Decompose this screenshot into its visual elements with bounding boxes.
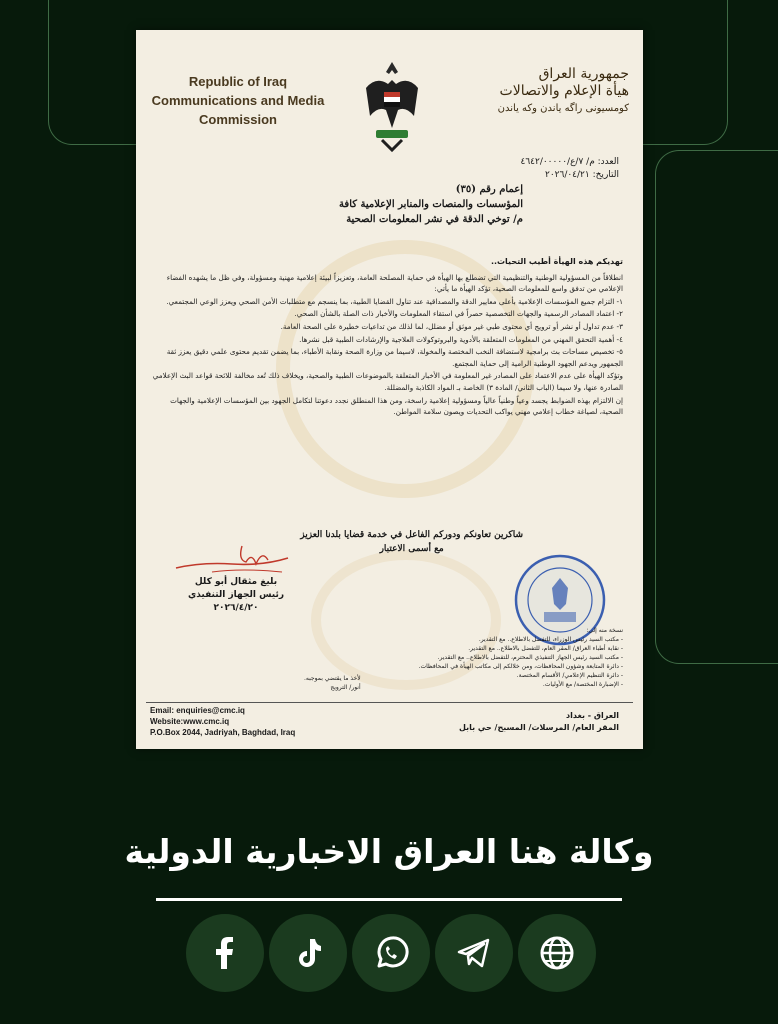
body-item-5: ٥- تخصيص مساحات بث برامجية لاستضافة النخب المختصة والمخولة، لاسيما من وزارة الصحة ونقابة الأطباء، بما يضمن تقديم محتوى علمي دقيق يعزز ثقة الجمهور ويدعم الجهود الوطنية الرامية إلى حماية المجتمع. [166, 347, 623, 368]
letterhead-en-line3: Commission [198, 112, 277, 127]
whatsapp-icon [371, 933, 411, 973]
body-item-3: ٣- عدم تداول أو نشر أو ترويج أي محتوى طبي غير موثق أو مضلل، لما لذلك من تداعيات خطيرة على الصحة العامة. [280, 321, 623, 331]
cc-item: - دائرة المتابعة وشؤون المحافظات، ومن خلالكم إلى مكاتب الهيأة في المحافظات. [418, 663, 623, 670]
cc-item: - مكتب السيد رئيس الجهاز التنفيذي المحترم، للتفضل بالاطلاع.. مع التقدير. [437, 654, 623, 661]
telegram-icon [454, 933, 494, 973]
closing [300, 528, 523, 556]
globe-link[interactable] [518, 914, 596, 992]
cc-note-block [304, 674, 361, 692]
footer-english [150, 705, 295, 738]
letterhead-english [148, 72, 328, 129]
globe-icon [537, 933, 577, 973]
footer-website: Website:www.cmc.iq [150, 717, 230, 726]
document-body [148, 256, 623, 419]
tiktok-icon [288, 933, 328, 973]
document-image [136, 30, 643, 749]
letterhead-en-line1: Republic of Iraq [188, 74, 288, 89]
decorative-frame-right [655, 150, 778, 664]
cc-item: - نقابة أطباء العراق/ المقر العام، للتفضل بالاطلاع.. مع التقدير. [468, 645, 623, 652]
letterhead-ar-line1: جمهورية العراق [538, 66, 629, 82]
body-paragraph-3: إن الالتزام بهذه الضوابط يجسد وعياً وطنياً عالياً ومسؤولية إعلامية راسخة، ومن هذا المنطلق نجدد دعوتنا لتكامل الجهود بين المؤسسات الإعلامية والجهات الصحية، لصياغة خطاب إعلامي مهني يواكب التحديات ويصون سلامة المواطن. [170, 395, 623, 417]
cc-heading: نسخة منه إلى: [586, 627, 623, 634]
body-intro: انطلاقاً من المسؤولية الوطنية والتنظيمية التي تضطلع بها الهيأة في حماية المصلحة العامة، وتعزيزاً لبيئة إعلامية مهنية ومسؤولة، وفي ظل ما يشهده الفضاء الإعلامي من تدفق واسع للمعلومات الصحية، تؤكد الهيأة ما يأتي: [166, 272, 623, 294]
footer-ar-line1: العراق - بغداد [565, 711, 619, 720]
letterhead-arabic [449, 66, 629, 117]
tiktok-link[interactable] [269, 914, 347, 992]
letterhead-ar-line3: كومسيونى راگه ياندن وكه ياندن [497, 103, 629, 114]
closing-line2: مع أسمى الاعتبار [379, 544, 444, 554]
footer-ar-line2: المقر العام/ المرسلات/ المسبح/ حي بابل [458, 723, 619, 732]
body-item-1: ١- التزام جميع المؤسسات الإعلامية بأعلى معايير الدقة والمصداقية عند تناول القضايا الطبية، بما ينسجم مع متطلبات الأمن الصحي ويعزز الوعي المجتمعي. [166, 296, 623, 306]
cc-note: لأخذ ما يقتضي بموجبه. [304, 675, 361, 682]
subject-line: م/ توخي الدقة في نشر المعلومات الصحية [346, 214, 523, 225]
circular-number: إعمام رقم (٣٥) [455, 184, 523, 195]
signer-block [176, 576, 296, 615]
cc-item: - مكتب السيد رئيس الوزراء، للتفضل بالاطلاع.. مع التقدير. [478, 636, 623, 643]
closing-line1: شاكرين تعاونكم ودوركم الفاعل في خدمة قضايا بلدنا العزيز [300, 530, 523, 540]
cc-initials: أنور/ الترويج [330, 684, 361, 691]
signature-icon [172, 542, 292, 576]
greeting: تهديكم هذه الهيأة أطيب التحيات.. [490, 257, 623, 266]
letterhead-en-line2: Communications and Media [151, 93, 325, 108]
cc-item: - الإضبارة المختصة/ مع الأوليات. [542, 681, 623, 688]
agency-name: وكالة هنا العراق الاخبارية الدولية [124, 832, 654, 871]
footer-divider [146, 702, 633, 703]
footer-po-box: P.O.Box 2044, Jadriyah, Baghdad, Iraq [150, 728, 296, 737]
signer-name: بليغ مثقال أبو كلل [194, 577, 278, 587]
addressee: المؤسسات والمنصات والمنابر الإعلامية كافة [339, 199, 523, 210]
cc-item: - دائرة التنظيم الإعلامي/ الأقسام المختصة. [516, 672, 623, 679]
agency-underline [156, 898, 622, 901]
signer-date: ٢٠٢٦/٤/٢٠ [213, 603, 259, 613]
letterhead-ar-line2: هيأة الإعلام والاتصالات [499, 83, 629, 99]
body-item-2: ٢- اعتماد المصادر الرسمية والجهات التخصصية حصراً في استقاء المعلومات والأخبار ذات الصلة بالشأن الصحي. [294, 309, 623, 319]
footer-arabic [459, 710, 619, 734]
social-links [186, 914, 596, 998]
document-meta [520, 156, 619, 182]
body-item-4: ٤- أهمية التحقق المهني من المعلومات المتعلقة بالأدوية والبروتوكولات العلاجية والإرشادات الطبية قبل نشرها. [299, 334, 623, 344]
signer-title: رئيس الجهاز التنفيذي [187, 590, 285, 600]
whatsapp-link[interactable] [352, 914, 430, 992]
document-number: العدد: م/ ٧/ع/٤٦٤٢/٠٠٠٠٠ [520, 157, 619, 167]
telegram-link[interactable] [435, 914, 513, 992]
facebook-link[interactable] [186, 914, 264, 992]
document-subject [339, 182, 523, 227]
document-date: التاريخ: ٢٠٢٦/٠٤/٢١ [544, 170, 619, 180]
cc-list [346, 626, 623, 689]
facebook-icon [205, 933, 245, 973]
iraq-eagle-emblem-icon [362, 58, 422, 154]
footer-email: Email: enquiries@cmc.iq [150, 706, 245, 715]
body-paragraph-2: وتؤكد الهيأة على عدم الاعتماد على المصادر غير المعلومة في الأخبار المتعلقة بالموضوعات الطبية والصحية، ويخلاف ذلك تُعد مخالفة للائحة قواعد البث الإعلامي الصادرة عنها، ولا سيما (الباب الثاني/ المادة ٣) الخاصة بـ المواد الكاذبة والمضللة. [152, 371, 623, 392]
